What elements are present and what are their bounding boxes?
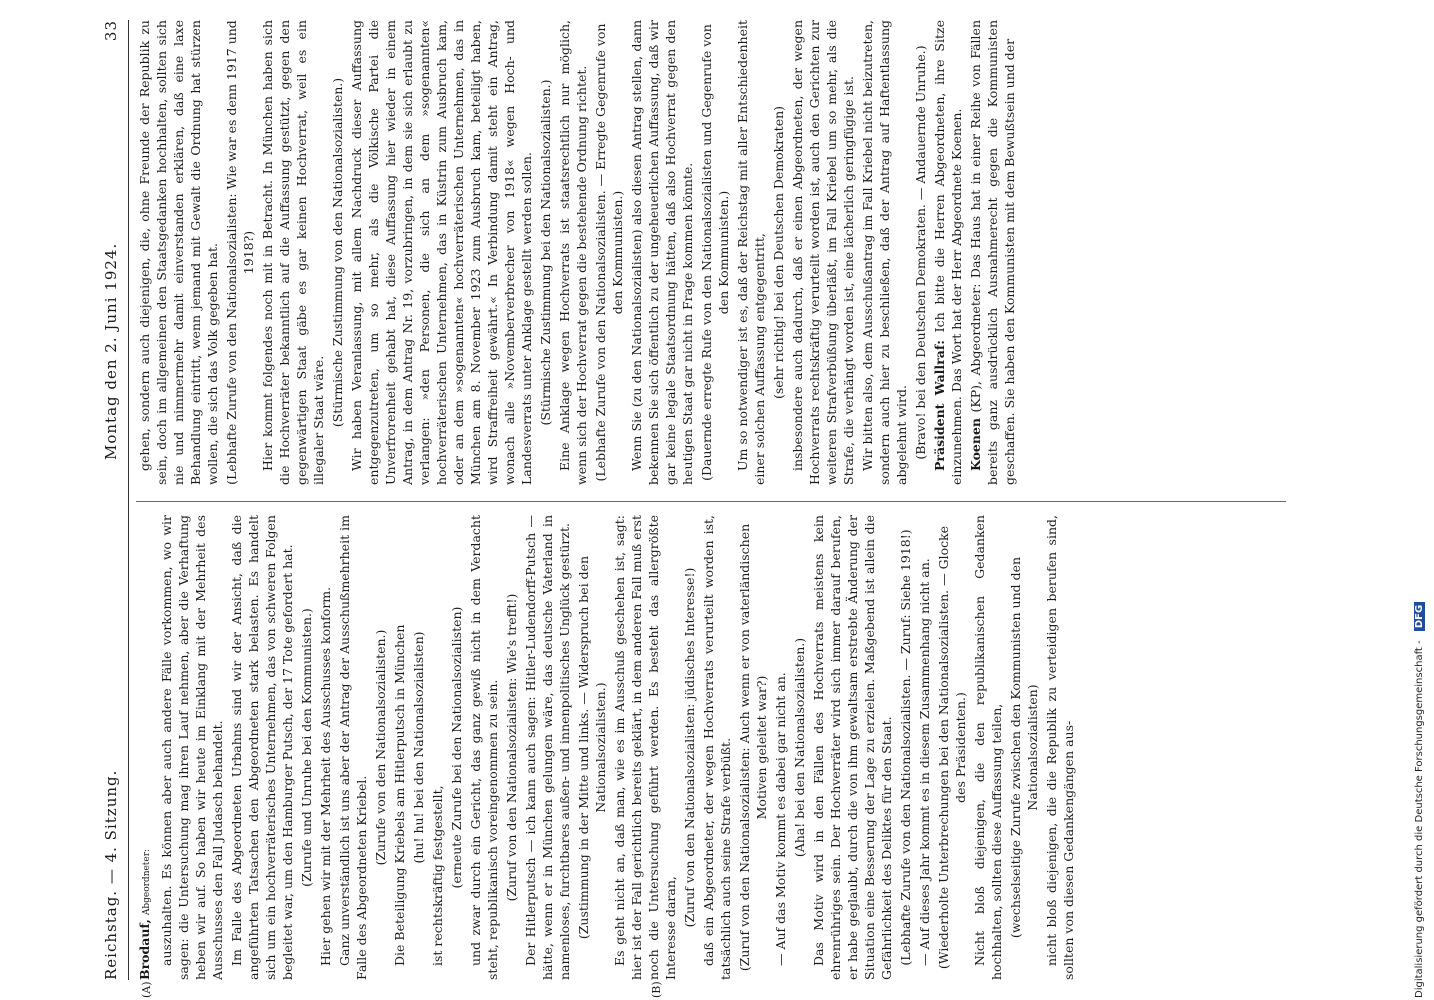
left-paragraph: (hu! hu! bei den Nationalsozialisten)	[411, 631, 426, 864]
right-paragraph: gehen, sondern auch diejenigen, die, ohne Freunde der Republik zu sein, doch im allgemeinen den Staatsgedanken hochhalten, sollten sich nie und nimmermehr damit einverstanden erklären, daß eine laxe Behandlung eintritt, wenn jemand mit Gewalt die Ordnung hat stürzen wollen, die sich das Volk gegeben hat.	[137, 20, 220, 485]
page-number: 33	[102, 20, 120, 42]
left-paragraph: (Zurufe von den Nationalsozialisten.)	[373, 629, 388, 866]
right-paragraph: Wir bitten also, dem Ausschußantrag im Fall Kriebel nicht beizutreten, sondern auch hier zu beschließen, daß der Antrag auf Haftentlassung abgelehnt wird.	[860, 20, 909, 485]
left-paragraph: Ganz unverständlich ist uns aber der Antrag der Ausschußmehrheit im Falle des Abgeordneten Kriebel.	[337, 515, 369, 980]
left-paragraph: Das Motiv wird in den Fällen des Hochverrats meistens kein ehrenrühriges sein. Der Hochverräter wird sich immer darauf berufen, er habe geglaubt, durch die von ihm gewaltsam erstrebte Änderung der Situation eine Besserung der Lage zu erzielen. Maßgebend ist allein die Gefährlichkeit des Deliktes für den Staat.	[811, 515, 894, 980]
left-paragraph: (Lebhafte Zurufe von den Nationalsozialisten. — Zuruf: Siehe 1918!)	[898, 529, 913, 966]
left-paragraph: (wechselseitige Zurufe zwischen den Kommunisten und den Nationalsozialisten)	[1008, 556, 1040, 939]
dfg-logo: DFG	[1414, 602, 1425, 631]
right-paragraph: Eine Anklage wegen Hochverrats ist staatsrechtlich nur möglich, wenn sich der Hochverrat gegen die bestehende Ordnung richtet.	[557, 20, 589, 485]
marker-b: (B)	[650, 981, 663, 998]
digitization-note	[1412, 8, 1432, 998]
speaker-role: Abgeordneter:	[142, 848, 152, 916]
right-column	[136, 20, 1286, 485]
right-paragraphs	[136, 20, 929, 485]
right-paragraph: Wir haben Veranlassung, mit allem Nachdruck dieser Auffassung entgegenzutreten, um so mehr, als die Völkische Partei die Unverfrorenheit gehabt hat, diese Auffassung hier wieder in einem Antrag, in dem Antrag Nr. 19, vorzubringen, in dem sie sich erlaubt zu verlangen: »den Personen, die sich an dem »sogenannten« hochverräterischen Unternehmen, das in Küstrin zum Ausbruch kam, oder an dem »sogenannten« hochverräterischen Unternehmen, das in München am 8. November 1923 zum Ausbruch kam, beteiligt haben, wird Straffreiheit gewährt.« In Verbindung damit steht ein Antrag, wonach alle »Novemberverbrecher von 1918« wegen Hoch- und Landesverrats unter Anklage gestellt werden sollen.	[349, 20, 534, 485]
koenen-name: Koenen	[968, 417, 983, 471]
left-paragraph: auszuhalten. Es können aber auch andere Fälle vorkommen, wo wir sagen: die Untersuchung mag ihren Lauf nehmen, aber die Verhaftung heben wir auf. So haben wir heute im Einklang mit der Mehrheit des Ausschusses den Fall Judasch behandelt.	[159, 515, 225, 980]
left-paragraph: daß ein Abgeordneter, der wegen Hochverrats verurteilt worden ist, tatsächlich auch seine Strafe verbüßt.	[701, 515, 733, 980]
header-session: Reichstag. — 4. Sitzung.	[102, 769, 120, 980]
marker-a: (A)	[140, 981, 153, 998]
left-paragraph: nicht bloß diejenigen, die die Republik zu verteidigen berufen sind, sollten von diesen Gedankengängen aus-	[1044, 515, 1076, 980]
left-paragraph: (Zuruf von den Nationalsozialisten: jüdisches Interesse!)	[682, 567, 697, 928]
right-paragraph: insbesondere auch dadurch, daß er einen Abgeordneten, der wegen Hochverrats rechtskräftig verurteilt worden ist, auch den Gerichten zur weiteren Strafverbüßung überläßt, im Fall Kriebel um so mehr, als die Strafe, die verhängt worden ist, eine lächerlich geringfügige ist.	[790, 20, 856, 485]
president-text: Ich bitte die Herren Abgeordneten, ihre Sitze einzunehmen. Das Wort hat der Herr Abgeordnete Koenen.	[932, 20, 964, 485]
left-paragraph: Der Hitlerputsch — ich kann auch sagen: Hitler-Ludendorff-Putsch — hätte, wenn er in München gelungen wäre, das deutsche Vaterland in namenloses, furchtbares außen- und innenpolitisches Unglück gestürzt.	[523, 515, 572, 980]
right-paragraph: (Bravo! bei den Deutschen Demokraten. — Andauernde Unruhe.)	[913, 45, 928, 460]
koenen-paragraph	[967, 20, 1018, 485]
left-paragraph: ist rechtskräftig festgestellt,	[430, 785, 445, 966]
left-paragraph: — Auf das Motiv kommt es dabei gar nicht an.	[773, 672, 788, 966]
dfg-credit: Digitalisierung gefördert durch die Deutsche Forschungsgemeinschaft -	[1414, 640, 1425, 998]
left-paragraph: und zwar durch ein Gericht, das ganz gewiß nicht in dem Verdacht steht, republikanisch voreingenommen zu sein.	[468, 515, 500, 980]
column-divider	[136, 501, 1286, 502]
right-paragraph: (sehr richtig! bei den Deutschen Demokraten)	[771, 105, 786, 400]
left-paragraph: (Zuruf von den Nationalsozialisten: Auch wenn er von vaterländischen Motiven geleitet war?)	[737, 523, 769, 972]
president-paragraph	[931, 20, 965, 485]
right-paragraph: Hier kommt folgendes noch mit in Betracht. In München haben sich die Hochverräter bekanntlich auf die Auffassung gestützt, gegen den gegenwärtigen Staat gäbe es gar keinen Hochverrat, weil es ein illegaler Staat wäre.	[260, 20, 326, 485]
right-paragraph: Wenn Sie (zu den Nationalsozialisten) also diesen Antrag stellen, dann bekennen Sie sich öffentlich zu der ungeheuerlichen Auffassung, daß wir gar keine legale Staatsordnung hätten, daß also Hochverrat gegen den heutigen Staat gar nicht in Frage kommen könnte.	[629, 20, 695, 485]
right-paragraph: (Lebhafte Zurufe von den Nationalsozialisten: Wie war es denn 1917 und 1918?)	[224, 20, 256, 485]
rotated-page	[90, 0, 1300, 1000]
koenen-text: (KP), Abgeordneter: Das Haus hat in einer Reihe von Fällen bereits ganz ausdrücklich Ausnahmerecht gegen die Kommunisten geschaffen. Sie haben den Kommunisten mit dem Bewußtsein und der	[968, 20, 1017, 485]
speaker-line	[136, 515, 156, 980]
left-paragraph: Nicht bloß diejenigen, die den republikanischen Gedanken hochhalten, sollten diese Auffassung teilen,	[972, 515, 1004, 980]
left-paragraph: (Wiederholte Unterbrechungen bei den Nationalsozialisten. — Glocke des Präsidenten.)	[936, 525, 968, 970]
right-paragraph: (Stürmische Zustimmung von den Nationalsozialisten.)	[330, 77, 345, 428]
right-paragraph: Um so notwendiger ist es, daß der Reichstag mit aller Entschiedenheit einer solchen Auffassung entgegentritt,	[735, 20, 767, 485]
right-paragraph: (Lebhafte Zurufe von den Nationalsozialisten. — Erregte Gegenrufe von den Kommunisten.)	[593, 23, 625, 482]
left-paragraph: (Zuruf von den Nationalsozialisten: Wie's trefft!)	[504, 593, 519, 902]
left-paragraph: Es geht nicht an, daß man, wie es im Ausschuß geschehen ist, sagt: hier ist der Fall gerichtlich bereits geklärt, in dem anderen Fall muß erst noch die Untersuchung geführt werden. Es besteht das allergrößte Interesse daran,	[612, 515, 678, 980]
left-paragraph: (erneute Zurufe bei den Nationalsozialisten)	[449, 606, 464, 889]
left-column	[136, 515, 1286, 980]
left-paragraph: Im Falle des Abgeordneten Urbahns sind wir der Ansicht, daß die angeführten Tatsachen den Abgeordneten stark belasten. Es handelt sich um ein hochverräterisches Unternehmen, das von schweren Folgen begleitet war, um den Hamburger Putsch, der 17 Tote gefordert hat.	[229, 515, 295, 980]
right-paragraph: (Stürmische Zustimmung bei den Nationalsozialisten.)	[538, 79, 553, 426]
left-paragraph: (Zurufe und Unruhe bei den Kommunisten.)	[299, 608, 314, 887]
left-paragraph: — Auf dieses Jahr kommt es in diesem Zusammenhang nicht an.	[917, 558, 932, 966]
digitization-note-text	[1414, 18, 1432, 998]
page-header	[102, 20, 128, 980]
speaker-name: Brodauf,	[137, 919, 152, 980]
left-paragraph: (Aha! bei den Nationalsozialisten.)	[792, 637, 807, 858]
header-rule	[128, 20, 129, 980]
left-paragraph: Hier gehen wir mit der Mehrheit des Ausschusses konform.	[318, 586, 333, 966]
left-paragraph: Die Beteiligung Kriebels am Hitlerputsch in München	[392, 624, 407, 966]
header-date: Montag den 2. Juni 1924.	[102, 242, 120, 460]
left-paragraph: (Zustimmung in der Mitte und links. — Widerspruch bei den Nationalsozialisten.)	[576, 555, 608, 940]
president-name: Präsident Wallraf:	[932, 340, 947, 471]
right-paragraph: (Dauernde erregte Rufe von den Nationalsozialisten und Gegenrufe von den Kommunisten.)	[699, 24, 731, 481]
left-paragraphs	[158, 515, 1077, 980]
